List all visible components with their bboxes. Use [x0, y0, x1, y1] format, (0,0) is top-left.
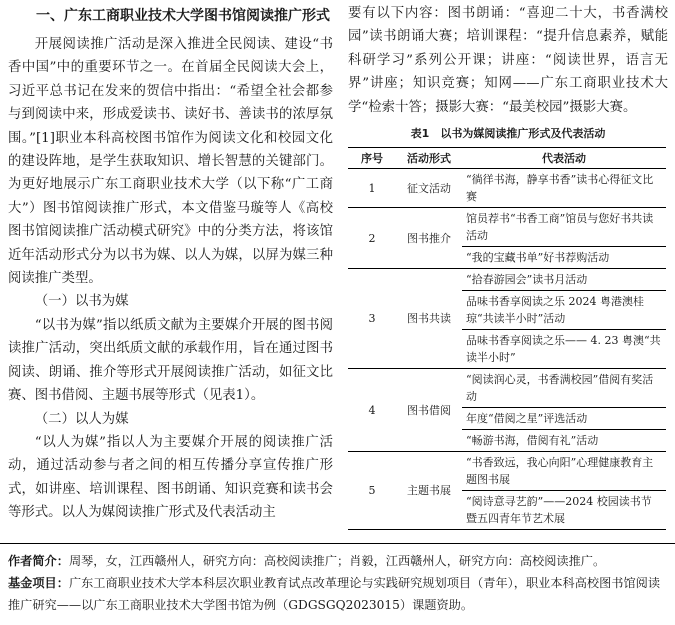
book-media-paragraph: “以书为媒”指以纸质文献为主要媒介开展的图书阅读推广活动，突出纸质文献的承载作用，旨在通过图书阅读、朗诵、推介等形式开展阅读推广活动，如征文比赛、图书借阅、主题书展等形式（见表1）。 [8, 317, 333, 404]
header-no: 序号 [348, 148, 396, 169]
activities-table [348, 147, 666, 530]
header-activity: 代表活动 [462, 148, 666, 169]
author-label: 作者简介： [8, 554, 69, 568]
table-row [348, 369, 666, 408]
footer-divider [0, 543, 675, 544]
table-row [348, 452, 666, 491]
left-column [8, 2, 333, 525]
fund-note [8, 572, 668, 616]
subsection-heading-2: （二）以人为媒 [34, 411, 129, 427]
table-row [348, 169, 666, 208]
header-form: 活动形式 [396, 148, 462, 169]
row-number: 2 [348, 208, 396, 269]
representative-activity: 馆员荐书“书香工商”馆员与您好书共读活动 [462, 208, 666, 247]
representative-activity: 品味书香享阅读之乐 2024 粤港澳桂琼“共读半小时”活动 [462, 291, 666, 330]
representative-activity: “徜徉书海，静享书香”读书心得征文比赛 [462, 169, 666, 208]
row-number: 4 [348, 369, 396, 452]
representative-activity: “拾春游园会”读书月活动 [462, 269, 666, 291]
subsection-heading-1: （一）以书为媒 [34, 294, 129, 310]
fund-label: 基金项目： [8, 576, 69, 590]
people-media-paragraph: “以人为媒”指以人为主要媒介开展的阅读推广活动，通过活动参与者之间的相互传播分享宣传推广形式，如讲座、培训课程、图书朗诵、知识竞赛和读书会等形式。以人为媒阅读推广形式及代表活动主 [8, 434, 333, 521]
activity-form: 图书借阅 [396, 369, 462, 452]
author-text: 周琴，女，江西赣州人，研究方向：高校阅读推广；肖毅，江西赣州人，研究方向：高校阅读推广。 [68, 554, 606, 568]
right-column [348, 2, 668, 530]
representative-activity: 品味书香享阅读之乐—— 4. 23 粤澳“共读半小时” [462, 330, 666, 369]
activity-form: 主题书展 [396, 452, 462, 530]
table-body [348, 169, 666, 530]
continued-paragraph: 要有以下内容：图书朗诵：“喜迎二十大，书香满校园”读书朗诵大赛；培训课程：“提升信息素养，赋能科研学习”系列公开课；讲座：“阅读世界，语言无界”讲座；知识竞赛；知网——广东工商职业技术大学“检索十答；摄影大赛：“最美校园”摄影大赛。 [348, 6, 668, 115]
section-title: 一、广东工商职业技术大学图书馆阅读推广形式 [36, 8, 330, 24]
author-note [8, 550, 668, 572]
representative-activity: “阅读润心灵，书香满校园”借阅有奖活动 [462, 369, 666, 408]
representative-activity: “书香致远，我心向阳”心理健康教育主题图书展 [462, 452, 666, 491]
representative-activity: 年度“借阅之星”评选活动 [462, 408, 666, 430]
representative-activity: “我的宝藏书单”好书荐购活动 [462, 247, 666, 269]
activity-form: 图书推介 [396, 208, 462, 269]
activity-form: 图书共读 [396, 269, 462, 369]
footnote [8, 550, 668, 616]
activity-form: 征文活动 [396, 169, 462, 208]
fund-text: 广东工商职业技术大学本科层次职业教育试点改革理论与实践研究规划项目（青年），职业本科高校图书馆阅读推广研究——以广东工商职业技术大学图书馆为例（GDGSGQ2023015）课题资助。 [8, 576, 661, 612]
table-row [348, 269, 666, 291]
representative-activity: “畅游书海，借阅有礼”活动 [462, 430, 666, 452]
table-caption: 表1 以书为媒阅读推广形式及代表活动 [410, 127, 606, 141]
table-header-row [348, 148, 666, 169]
table-row [348, 208, 666, 247]
intro-paragraph: 开展阅读推广活动是深入推进全民阅读、建设“书香中国”中的重要环节之一。在首届全民阅读大会上，习近平总书记在发来的贺信中指出：“希望全社会都参与到阅读中来，形成爱读书、读好书、善读书的浓厚氛围。”[1]职业本科高校图书馆作为阅读文化和校园文化的建设阵地，是学生获取知识、增长智慧的关键部门。为更好地展示广东工商职业技术大学（以下称“广工商大”）图书馆阅读推广形式，本文借鉴马璇等人《高校图书馆阅读推广活动模式研究》中的分类方法，将该馆近年活动形式分为以书为媒、以人为媒，以屏为媒三种阅读推广类型。 [8, 37, 333, 287]
representative-activity: “阅诗意寻艺韵”——2024 校园读书节暨五四青年节艺术展 [462, 491, 666, 530]
row-number: 5 [348, 452, 396, 530]
row-number: 1 [348, 169, 396, 208]
row-number: 3 [348, 269, 396, 369]
